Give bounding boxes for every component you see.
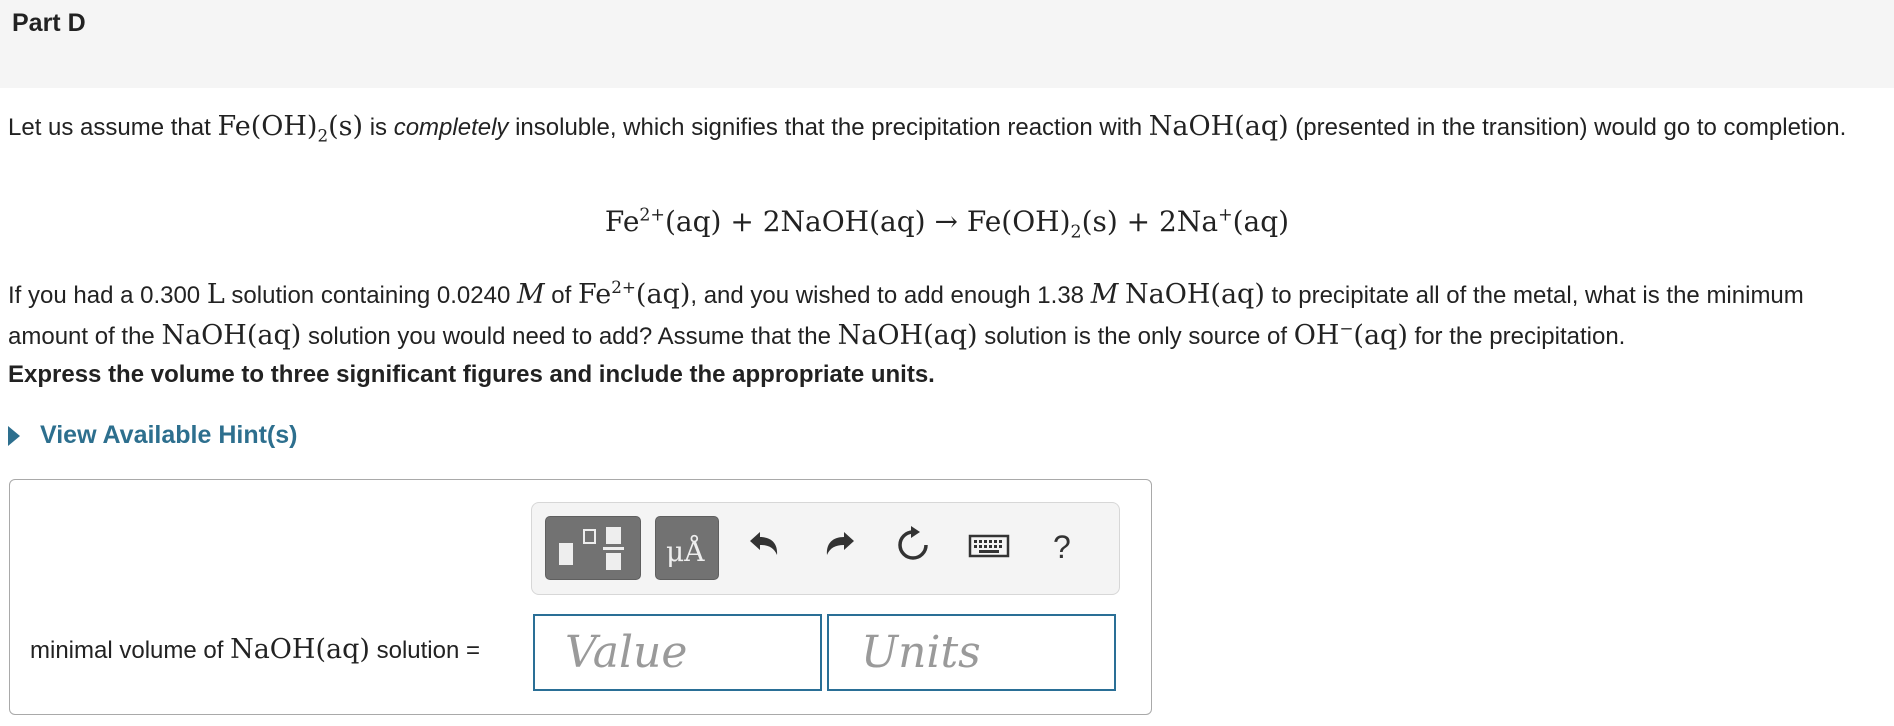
hint-link-label: View Available Hint(s) xyxy=(40,421,298,449)
reaction-equation: $Fe^{2+}(aq)$ + 2NaOH(aq) → $Fe(OH)_2(s) + 2Na^+(aq)$ xyxy=(604,205,1290,243)
undo-icon[interactable] xyxy=(743,523,787,567)
reset-icon[interactable] xyxy=(891,523,935,567)
problem-question: If you had a 0.300 L solution containing 0.0240 M of $Fe^{2+}(aq)$, and you wished to add enough 1.38 M NaOH(aq) to precipitate all of the metal, what is the minimum amount of the NaOH(aq) solution you would need to add? Assume that the NaOH(aq) solution is the only source of OH−(aq) for the precipitation. xyxy=(8,277,1804,351)
redo-icon[interactable] xyxy=(817,523,861,567)
formula-fe2plus: $Fe^{2+}(aq)$ xyxy=(578,277,691,310)
fraction-template-icon xyxy=(546,517,642,581)
problem-intro: Let us assume that $Fe(OH)_2(s)$ is completely insoluble, which signifies that the precipitation reaction with NaOH(aq) (presented in the transition) would go to completion. xyxy=(8,111,1847,146)
part-header xyxy=(0,0,1894,88)
part-title: Part D xyxy=(12,9,86,37)
view-hints-toggle[interactable] xyxy=(8,421,297,450)
formula-oh-minus: OH−(aq) xyxy=(1293,318,1408,351)
formula-feoh2: $Fe(OH)_2(s)$ xyxy=(217,111,364,146)
units-button[interactable]: μÅ xyxy=(655,516,719,580)
value-input[interactable] xyxy=(533,614,822,691)
answer-label: minimal volume of NaOH(aq) solution = xyxy=(30,634,480,665)
help-button[interactable]: ? xyxy=(1053,529,1071,565)
units-input[interactable] xyxy=(827,614,1116,691)
formula-naoh: NaOH(aq) xyxy=(1148,111,1289,142)
keyboard-icon[interactable] xyxy=(967,523,1011,567)
math-toolbar xyxy=(531,502,1120,595)
templates-button[interactable] xyxy=(545,516,641,580)
answer-instruction: Express the volume to three significant figures and include the appropriate units. xyxy=(8,361,935,388)
expand-triangle-icon xyxy=(8,426,20,446)
